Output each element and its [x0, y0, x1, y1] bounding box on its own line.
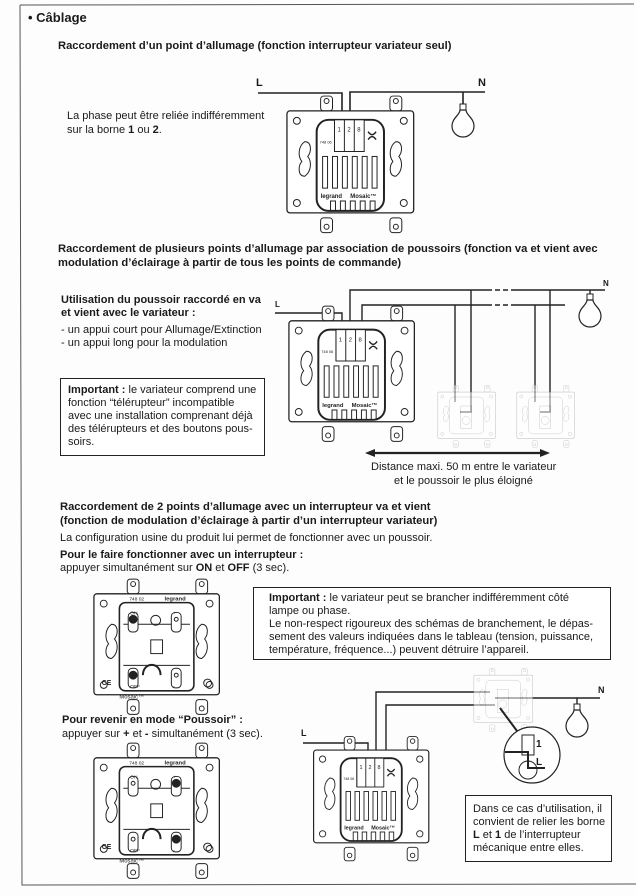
s3-title-2: (fonction de modulation d’éclairage à partir d’un interrupteur variateur): [60, 515, 438, 527]
text: le variateur peut se brancher indifféremment côté: [326, 592, 569, 604]
range-label: Mosaic™: [119, 694, 144, 701]
mounting-tab: [407, 847, 418, 861]
plus-label: +: [123, 728, 130, 740]
text: (3 sec).: [249, 562, 290, 574]
text: appuyer sur: [62, 728, 124, 740]
brand-label: legrand: [344, 825, 364, 832]
terminal-label: 8: [358, 337, 362, 344]
terminal-L: L: [473, 829, 480, 841]
s3-important-line-5: température, fréquence...) peuvent détruire l’appareil.: [269, 644, 529, 656]
bulb-icon: [566, 710, 588, 737]
support-frame: [474, 675, 533, 722]
minus-indicator: [172, 835, 180, 843]
s2-item-2: - un appui long pour la modulation: [61, 337, 228, 349]
s2-important-line-2: fonction “télérupteur” incompatible: [68, 397, 235, 409]
text: sur la borne: [67, 124, 129, 136]
programming-device-plus-minus: [94, 743, 219, 878]
minus-label: -: [144, 728, 149, 740]
important-label: Important :: [68, 384, 126, 396]
off-label: OFF: [227, 562, 250, 574]
plus-indicator: [172, 779, 180, 787]
s2-label-L: L: [275, 300, 280, 309]
mounting-tab: [127, 864, 139, 879]
s3-title-1: Raccordement de 2 points d’allumage avec un interrupteur va et vient: [60, 501, 431, 513]
minus-label: -: [173, 848, 175, 854]
support-frame: [517, 392, 575, 438]
s3-config: La configuration usine du produit lui permet de fonctionner avec un poussoir.: [60, 532, 433, 544]
terminal-label: 2: [348, 337, 352, 344]
text: et: [479, 829, 496, 841]
text: et: [129, 728, 145, 740]
mounting-tab: [196, 700, 208, 715]
s3-back-text: [62, 728, 263, 741]
s3-important-line-4: sement des valeurs indiquées dans le tableau (tension, puissance,: [269, 631, 594, 643]
s2-title-1: Raccordement de plusieurs points d’allumage par association de poussoirs (fonction va et vient avec: [58, 243, 598, 255]
terminal-label: 1: [337, 127, 341, 134]
text: de l’interrupteur: [501, 829, 581, 841]
programming-device-on-off: [94, 579, 219, 714]
bulb-icon: [579, 300, 601, 327]
text: .: [158, 124, 162, 136]
text: ou: [134, 124, 153, 136]
on-indicator: [131, 781, 135, 785]
s1-text-1: La phase peut être reliée indifféremment: [67, 110, 265, 122]
range-label: Mosaic™: [350, 194, 377, 201]
s2-important-line-4: des télérupteurs et des boutons pous-: [68, 423, 253, 435]
minus-label: -: [173, 684, 175, 690]
mounting-tab: [453, 441, 458, 448]
s3-back-title: Pour revenir en mode “Poussoir” :: [62, 714, 243, 726]
terminal-label: 8: [357, 127, 361, 134]
off-label: OFF: [130, 848, 140, 854]
reference-label: 748 02: [129, 761, 145, 767]
terminal-1: 1: [128, 124, 135, 136]
on-label: ON: [195, 562, 213, 574]
terminal-label: 8: [377, 765, 381, 771]
minus-indicator: [174, 673, 178, 677]
s3-important-box: [253, 587, 611, 660]
dimmer-device-2: [289, 306, 414, 441]
s3-important-line-1: [269, 592, 610, 605]
reference-label: 748 06: [321, 349, 334, 355]
mounting-tab: [127, 700, 139, 715]
bulb-socket: [574, 704, 580, 710]
reference-label: 748 06: [319, 139, 332, 145]
s3-case-line-1: Dans ce cas d’utilisation, il: [473, 803, 603, 815]
zoom-label-L: L: [536, 757, 543, 768]
terminal-label: 2: [368, 765, 372, 771]
terminal-1: 1: [495, 829, 502, 841]
s2-important-box: [60, 378, 265, 456]
s1-label-N: N: [478, 77, 486, 89]
reference-label: 748 06: [343, 776, 355, 781]
s2-label-N: N: [603, 279, 609, 288]
ce-mark: CE: [101, 679, 112, 687]
brand-label: legrand: [322, 403, 344, 410]
text: le variateur comprend une: [125, 384, 257, 396]
mounting-tab: [391, 427, 403, 442]
range-label: Mosaic™: [351, 403, 378, 410]
brand-label: legrand: [320, 194, 343, 201]
important-label: Important :: [269, 592, 327, 604]
s3-case-line-3: [473, 829, 611, 842]
s2-distance-1: Distance maxi. 50 m entre le variateur: [371, 461, 557, 473]
terminal-block: [334, 120, 364, 152]
s1-title: Raccordement d’un point d’allumage (fonction interrupteur variateur seul): [58, 40, 452, 52]
mounting-tab: [390, 218, 402, 233]
s2-title-2: modulation d’éclairage à partir de tous les points de commande): [58, 257, 402, 269]
bulb-icon: [452, 110, 474, 137]
terminal-label: 2: [347, 127, 351, 134]
s3-switch-text: [60, 562, 289, 575]
off-label: OFF: [130, 684, 140, 690]
lamp-2: [579, 294, 601, 327]
s2-important-line-1: [68, 384, 264, 397]
on-label: ON: [130, 611, 138, 617]
text: appuyer simultanément sur: [60, 562, 196, 574]
mounting-tab: [321, 218, 333, 233]
terminal-label: 1: [359, 765, 363, 771]
lamp-3: [566, 704, 588, 737]
terminal-block: [336, 330, 365, 361]
mounting-tab: [344, 847, 355, 861]
range-label: Mosaic™: [119, 858, 144, 865]
support-frame: [438, 392, 496, 438]
plus-label: +: [173, 611, 177, 617]
terminal-2: 2: [152, 124, 159, 136]
bulb-socket: [460, 104, 466, 110]
s1-text-2: [67, 124, 162, 137]
push-button-1: [438, 385, 496, 447]
mounting-tab: [196, 864, 208, 879]
terminal-block: [357, 758, 384, 787]
s3-important-line-2: lampe ou phase.: [269, 605, 351, 617]
section-title: • Câblage: [28, 10, 87, 25]
range-label: Mosaic™: [371, 825, 395, 832]
s3-case-line-4: mécanique entre elles.: [473, 842, 584, 854]
on-indicator: [129, 615, 137, 623]
mounting-tab: [564, 441, 569, 448]
mounting-tab: [485, 441, 490, 448]
plus-indicator: [174, 617, 178, 621]
mounting-tab: [322, 427, 334, 442]
s3-switch-title: Pour le faire fonctionner avec un interrupteur :: [60, 549, 304, 561]
brand-label: legrand: [164, 760, 186, 767]
s2-distance-2: et le poussoir le plus éloigné: [394, 475, 533, 487]
zoom-label-1: 1: [536, 739, 542, 750]
reference-label: 748 02: [129, 597, 145, 603]
bulb-socket: [587, 294, 593, 300]
s2-item-1: - un appui court pour Allumage/Extinction: [61, 324, 262, 336]
mounting-tab: [532, 441, 537, 448]
s2-important-line-3: avec une installation comprenant déjà: [68, 410, 253, 422]
push-button-2: [517, 385, 575, 447]
dimmer-device-1: [287, 96, 414, 233]
brand-label: legrand: [164, 596, 186, 603]
two-way-switch: [474, 668, 533, 731]
zoom-detail: [504, 727, 560, 783]
s3-label-L: L: [301, 728, 307, 738]
s3-important-line-3: Le non-respect rigoureux des schémas de branchement, le dépas-: [269, 618, 594, 630]
plus-label: +: [173, 775, 177, 781]
off-indicator: [129, 671, 137, 679]
on-label: ON: [130, 775, 138, 781]
text: et: [212, 562, 228, 574]
terminal-label: 1: [338, 337, 343, 344]
s2-use-2: et vient avec le variateur :: [61, 307, 196, 319]
s1-label-L: L: [256, 77, 263, 89]
s3-label-N: N: [598, 685, 605, 695]
s2-use-1: Utilisation du poussoir raccordé en va: [61, 294, 261, 306]
s3-case-line-2: convient de relier les borne: [473, 816, 606, 828]
ce-mark: CE: [101, 843, 112, 851]
s2-important-line-5: soirs.: [68, 436, 95, 448]
text: simultanément (3 sec).: [148, 728, 263, 740]
s3-case-box: [465, 795, 612, 862]
lamp-1: [452, 104, 474, 137]
dimmer-device-3: [314, 737, 429, 861]
mounting-tab: [489, 725, 495, 732]
off-indicator: [131, 837, 135, 841]
